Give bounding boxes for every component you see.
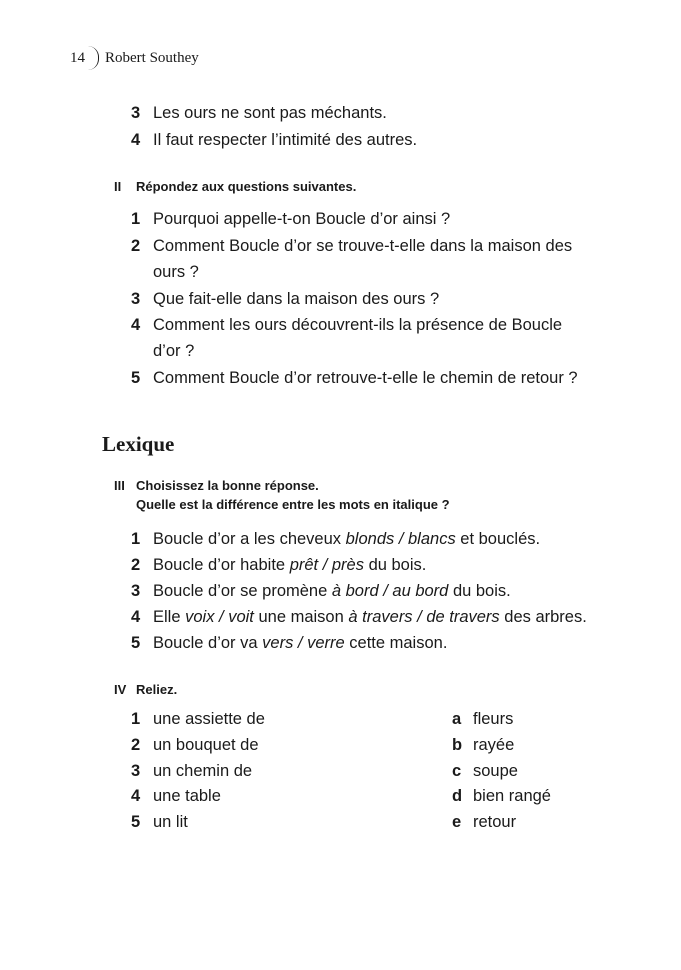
match-number: 5 (131, 813, 141, 831)
match-letter: c (452, 762, 462, 780)
match-right-text: soupe (473, 762, 518, 780)
list-item-text (153, 608, 587, 627)
match-right-text: retour (473, 813, 517, 831)
italic-word-pair: à travers / de travers (348, 608, 500, 626)
list-item-text: Que fait-elle dans la maison des ours ? (153, 290, 440, 308)
list-item-number: 5 (131, 634, 141, 652)
list-item-number: 2 (131, 237, 141, 255)
match-left-text: une assiette de (153, 710, 265, 728)
match-right-text: rayée (473, 736, 515, 754)
text-run: du bois. (363, 556, 427, 574)
italic-word-pair: à bord / au bord (331, 582, 449, 600)
section-instruction-line2: Quelle est la différence entre les mots en italique ? (136, 497, 450, 512)
list-item-text (153, 634, 447, 653)
list-item-number: 4 (131, 316, 141, 334)
match-letter: e (452, 813, 462, 831)
match-letter: a (452, 710, 462, 728)
author-name: Robert Southey (105, 50, 199, 66)
match-left-text: un chemin de (153, 762, 253, 780)
text-run: cette maison. (344, 634, 448, 652)
text-run: Boucle d’or a les cheveux (153, 530, 346, 548)
text-run: du bois. (448, 582, 511, 600)
match-right-text: fleurs (473, 710, 514, 728)
text-run: et bouclés. (455, 530, 541, 548)
page-number-bracket (88, 46, 99, 70)
match-left-text: un bouquet de (153, 736, 259, 754)
section-number: III (114, 478, 125, 493)
list-item-number: 3 (131, 582, 141, 600)
page-number: 14 (70, 50, 85, 66)
italic-word-pair: vers / verre (262, 634, 345, 652)
list-item-text-continued: ours ? (153, 263, 199, 281)
list-item-number: 3 (131, 104, 141, 122)
section-instruction: Choisissez la bonne réponse. (136, 478, 319, 493)
list-item-text: Il faut respecter l’intimité des autres. (153, 131, 418, 149)
match-left-text: une table (153, 787, 221, 805)
list-item-text: Comment Boucle d’or se trouve-t-elle dans la maison des (153, 237, 573, 255)
list-item-text (153, 556, 426, 575)
match-number: 3 (131, 762, 141, 780)
list-item-text: Les ours ne sont pas méchants. (153, 104, 387, 122)
list-item-text: Comment les ours découvrent-ils la présence de Boucle (153, 316, 563, 334)
text-run: des arbres. (499, 608, 587, 626)
section-instruction: Répondez aux questions suivantes. (136, 179, 357, 194)
text-run: Boucle d’or se promène (153, 582, 332, 600)
text-run: une maison (253, 608, 349, 626)
match-letter: d (452, 787, 463, 805)
section-number: IV (114, 682, 127, 697)
list-item-text (153, 530, 540, 549)
list-item-number: 4 (131, 131, 141, 149)
list-item-number: 2 (131, 556, 141, 574)
text-run: Elle (153, 608, 186, 626)
italic-word-pair: blonds / blancs (345, 530, 456, 548)
list-item-number: 4 (131, 608, 141, 626)
list-item-text: Pourquoi appelle-t-on Boucle d’or ainsi ? (153, 210, 451, 228)
match-letter: b (452, 736, 463, 754)
italic-word-pair: voix / voit (185, 608, 254, 626)
list-item-text: Comment Boucle d’or retrouve-t-elle le chemin de retour ? (153, 369, 578, 387)
section-number: II (114, 179, 122, 194)
section-title: Lexique (102, 432, 175, 456)
list-item-number: 1 (131, 530, 141, 548)
list-item-number: 3 (131, 290, 141, 308)
text-run: Boucle d’or habite (153, 556, 290, 574)
match-number: 4 (131, 787, 141, 805)
section-instruction: Reliez. (136, 682, 178, 697)
match-right-text: bien rangé (473, 787, 551, 805)
list-item-number: 5 (131, 369, 141, 387)
list-item-number: 1 (131, 210, 141, 228)
match-left-text: un lit (153, 813, 188, 831)
italic-word-pair: prêt / près (289, 556, 364, 574)
list-item-text (153, 582, 511, 601)
list-item-text-continued: d’or ? (153, 342, 195, 360)
match-number: 2 (131, 736, 141, 754)
text-run: Boucle d’or va (153, 634, 263, 652)
match-number: 1 (131, 710, 141, 728)
